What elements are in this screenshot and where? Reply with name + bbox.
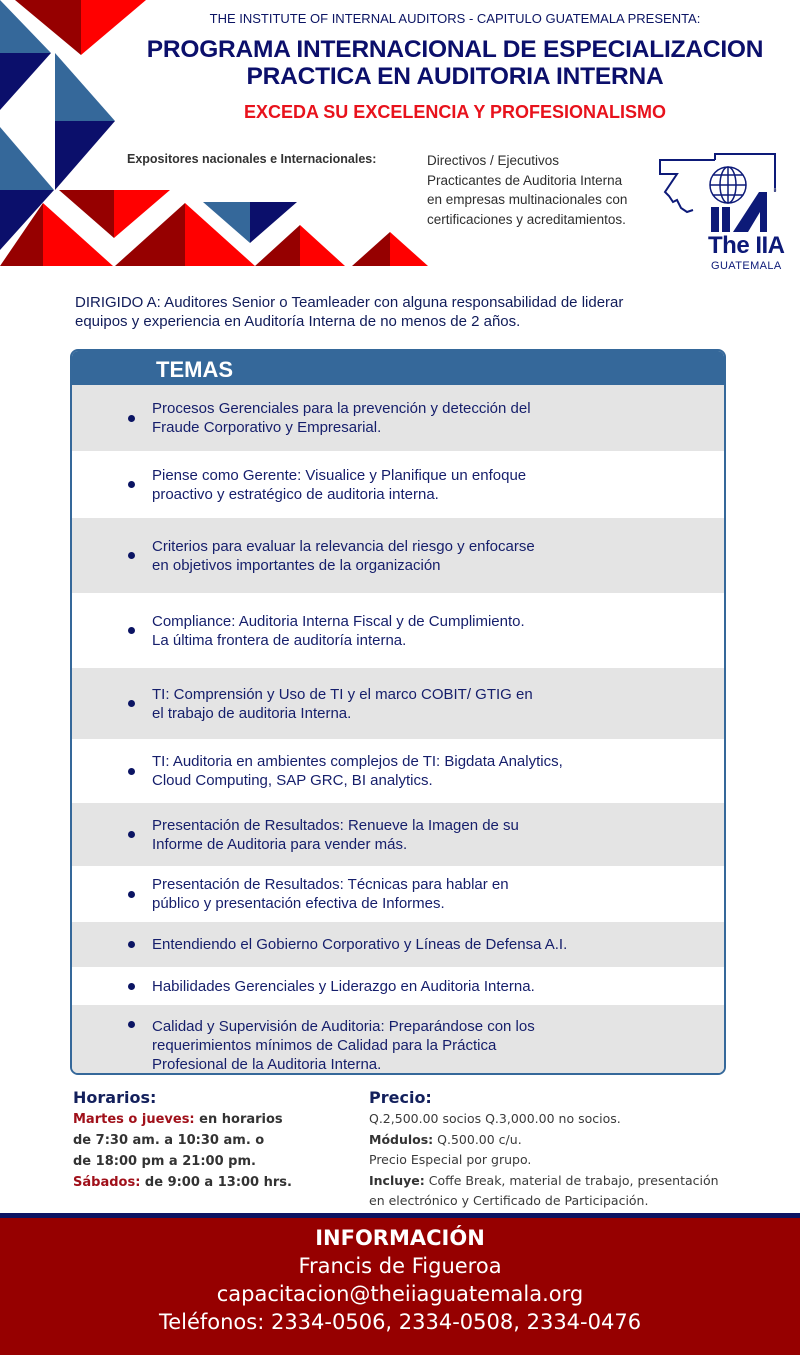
bullet-icon [128,768,135,775]
topics-panel [70,349,726,1075]
topic-text: Fraude Corporativo y Empresarial. [152,419,382,436]
topic-item [72,922,724,967]
topic-text: público y presentación efectiva de Informes. [152,895,445,912]
topic-text: Procesos Gerenciales para la prevención y detección del [152,400,531,417]
topic-text: Compliance: Auditoria Interna Fiscal y de Cumplimiento. [152,612,525,630]
topic-item [72,866,724,922]
topic-item [72,1005,724,1075]
bullet-icon [128,983,135,990]
topic-item [72,967,724,1005]
topic-item [72,593,724,668]
presenter-line: THE INSTITUTE OF INTERNAL AUDITORS - CAPITULO GUATEMALA PRESENTA: [209,11,701,26]
topic-item [72,451,724,518]
bullet-icon [128,941,135,948]
deco-triangle [55,53,115,121]
speakers-line: Practicantes de Auditoria Interna [427,172,623,188]
topic-text: TI: Auditoria en ambientes complejos de TI: Bigdata Analytics, [152,753,563,770]
incluye-text: Coffe Break, material de trabajo, presentación [424,1172,719,1188]
schedule-line [73,1172,292,1193]
deco-triangle [300,225,345,266]
contact-email[interactable]: capacitacion@theiiaguatemala.org [216,1282,584,1306]
target-audience-line2: equipos y experiencia en Auditoría Interna de no menos de 2 años. [75,313,521,330]
deco-triangle [352,232,390,266]
topics-title: TEMAS [156,357,233,382]
topic-text: Calidad y Supervisión de Auditoria: Preparándose con los [152,1018,535,1035]
deco-triangle [55,121,115,190]
price-line: en electrónico y Certificado de Participación. [369,1193,649,1208]
schedule-line: de 7:30 am. a 10:30 am. o [73,1133,265,1148]
svg-text:®: ® [773,188,777,194]
target-audience-line1: DIRIGIDO A: Auditores Senior o Teamleader con alguna responsabilidad de liderar [75,294,624,311]
topic-text: Cloud Computing, SAP GRC, BI analytics. [152,772,433,789]
contact-phones: Teléfonos: 2334-0506, 2334-0508, 2334-0476 [158,1310,642,1334]
logo-name: The IIA [708,232,785,259]
modulos-text: Q.500.00 c/u. [433,1131,522,1147]
speakers-line: certificaciones y acreditamientos. [427,211,626,227]
speakers-description [427,151,627,229]
schedule-line [73,1109,292,1130]
deco-triangle [0,53,51,110]
bullet-icon [128,552,135,559]
topic-text: Habilidades Gerenciales y Liderazgo en Auditoria Interna. [152,977,535,995]
bullet-icon [128,1021,135,1028]
weekday-text: en horarios [194,1112,283,1127]
topic-text: Entendiendo el Gobierno Corporativo y Líneas de Defensa A.I. [152,936,568,953]
topic-text: proactivo y estratégico de auditoria interna. [152,485,439,503]
topic-item [72,668,724,739]
topic-text: Presentación de Resultados: Técnicas para hablar en [152,876,509,893]
incluye-label: Incluye: [369,1172,425,1188]
topic-text: el trabajo de auditoria Interna. [152,704,352,722]
info-title: INFORMACIÓN [315,1226,485,1250]
modulos-label: Módulos: [369,1131,434,1147]
saturday-text: de 9:00 a 13:00 hrs. [140,1175,292,1190]
topic-text: Criterios para evaluar la relevancia del riesgo y enfocarse [152,537,535,555]
bullet-icon [128,891,135,898]
schedule-title: Horarios: [73,1088,157,1107]
schedule-line: de 18:00 pm a 21:00 pm. [73,1154,256,1169]
slogan: EXCEDA SU EXCELENCIA Y PROFESIONALISMO [243,102,667,122]
deco-triangle [0,127,54,190]
globe-icon [710,167,746,203]
price-title: Precio: [369,1088,432,1107]
info-footer [0,1213,800,1355]
price-line [369,1130,719,1151]
topic-item [72,385,724,451]
price-section [369,1088,719,1212]
weekday-label: Martes o jueves: [73,1112,195,1127]
topics-header [72,351,724,385]
speakers-line: Directivos / Ejecutivos [427,153,560,168]
bullet-icon [128,627,135,634]
topic-text: Informe de Auditoria para vender más. [152,835,408,853]
bullet-icon [128,415,135,422]
bullet-icon [128,481,135,488]
price-line [369,1171,719,1192]
schedule-section [73,1088,292,1193]
bullet-icon [128,831,135,838]
topic-text: Presentación de Resultados: Renueve la Imagen de su [152,816,519,834]
speakers-line: en empresas multinacionales con [427,192,628,207]
topic-text: TI: Comprensión y Uso de TI y el marco COBIT/ GTIG en [152,685,533,703]
program-title [110,36,800,90]
topic-item [72,739,724,803]
price-line: Q.2,500.00 socios Q.3,000.00 no socios. [369,1111,621,1126]
logo-country: GUATEMALA [711,260,782,272]
target-audience [75,293,725,331]
topic-text: en objetivos importantes de la organización [152,556,441,574]
deco-triangle [390,232,428,266]
topic-text: La última frontera de auditoría interna. [152,631,407,649]
program-title-line2: PRACTICA EN AUDITORIA INTERNA [246,63,664,90]
topic-item [72,803,724,866]
iia-letters-icon [711,192,767,232]
topic-item [72,518,724,593]
program-title-line1: PROGRAMA INTERNACIONAL DE ESPECIALIZACION [146,36,764,63]
speakers-label: Expositores nacionales e Internacionales: [127,152,377,166]
bullet-icon [128,700,135,707]
contact-name: Francis de Figueroa [298,1254,502,1278]
topic-text: Profesional de la Auditoria Interna. [152,1056,382,1073]
saturday-label: Sábados: [73,1175,141,1190]
topic-text: Piense como Gerente: Visualice y Planifique un enfoque [152,466,527,484]
topic-text: requerimientos mínimos de Calidad para la Práctica [152,1037,497,1054]
price-line: Precio Especial por grupo. [369,1152,532,1167]
